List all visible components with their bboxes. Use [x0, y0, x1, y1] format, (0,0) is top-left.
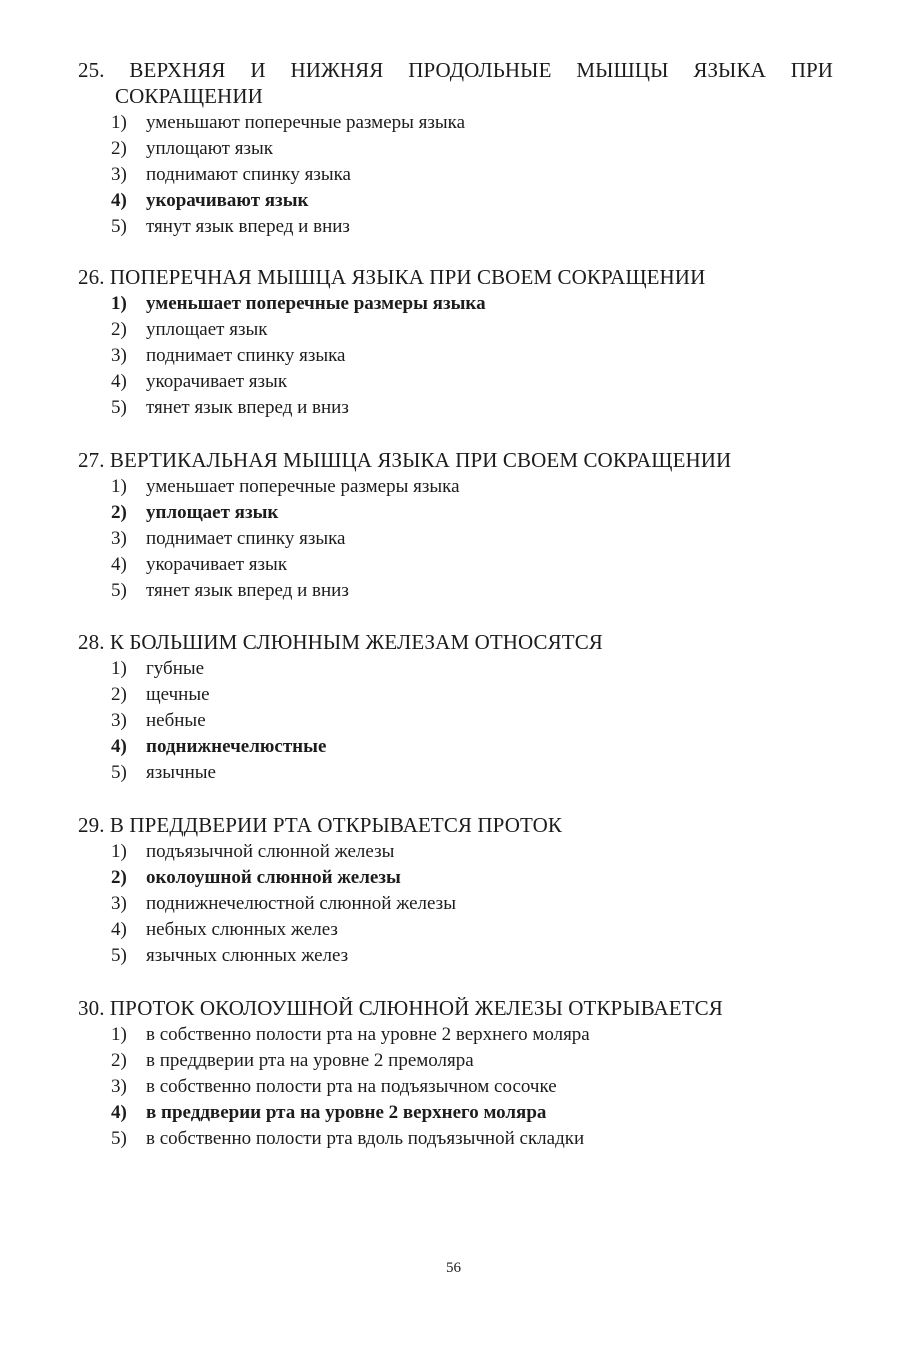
option-text: укорачивает язык: [146, 554, 288, 575]
option-text: уменьшает поперечные размеры языка: [146, 293, 486, 314]
answer-options: [78, 656, 833, 786]
answer-option-5: [78, 578, 833, 604]
option-number: 1): [111, 476, 127, 497]
option-text: губные: [146, 658, 205, 679]
option-text: уплощают язык: [146, 138, 273, 159]
answer-options: [78, 291, 833, 421]
question-28: [78, 629, 833, 786]
answer-option-2: [78, 1048, 833, 1074]
answer-option-5: [78, 1126, 833, 1152]
option-number: 4): [111, 1102, 127, 1123]
answer-option-1: [78, 110, 833, 136]
option-text: поднимают спинку языка: [146, 164, 351, 185]
option-text: поднимает спинку языка: [146, 528, 346, 549]
option-number: 2): [111, 684, 127, 705]
option-text: в преддверии рта на уровне 2 верхнего моляра: [146, 1102, 547, 1123]
question-number: 27.: [78, 448, 105, 472]
option-number: 1): [111, 658, 127, 679]
option-number: 3): [111, 528, 127, 549]
option-text: тянет язык вперед и вниз: [146, 580, 349, 601]
option-text: тянет язык вперед и вниз: [146, 397, 349, 418]
option-text: в преддверии рта на уровне 2 премоляра: [146, 1050, 474, 1071]
option-number: 4): [111, 190, 127, 211]
answer-option-4: [78, 917, 833, 943]
question-text: ВЕРХНЯЯ И НИЖНЯЯ ПРОДОЛЬНЫЕ МЫШЦЫ ЯЗЫКА ПРИ СОКРАЩЕНИИ: [115, 58, 834, 108]
question-number: 25.: [78, 58, 105, 82]
option-text: уменьшает поперечные размеры языка: [146, 476, 460, 497]
option-number: 2): [111, 138, 127, 159]
option-number: 5): [111, 216, 127, 237]
option-text: небных слюнных желез: [146, 919, 338, 940]
option-text: в собственно полости рта на уровне 2 верхнего моляра: [146, 1024, 590, 1045]
answer-option-3: [78, 891, 833, 917]
option-number: 4): [111, 919, 127, 940]
option-text: укорачивают язык: [146, 190, 309, 211]
question-30: [78, 995, 833, 1152]
option-number: 5): [111, 945, 127, 966]
option-number: 5): [111, 580, 127, 601]
question-text: В ПРЕДДВЕРИИ РТА ОТКРЫВАЕТСЯ ПРОТОК: [109, 813, 562, 837]
answer-option-3: [78, 162, 833, 188]
answer-option-5: [78, 760, 833, 786]
option-text: язычные: [146, 762, 216, 783]
option-number: 3): [111, 893, 127, 914]
option-text: уплощает язык: [146, 319, 268, 340]
question-text: К БОЛЬШИМ СЛЮННЫМ ЖЕЛЕЗАМ ОТНОСЯТСЯ: [109, 630, 603, 654]
answer-option-3: [78, 526, 833, 552]
answer-option-1: [78, 656, 833, 682]
option-text: поднижнечелюстные: [146, 736, 327, 757]
option-text: уплощает язык: [146, 502, 279, 523]
option-text: щечные: [146, 684, 210, 705]
question-29: [78, 812, 833, 969]
answer-option-3: [78, 1074, 833, 1100]
page-number: 56: [446, 1260, 461, 1276]
answer-options: [78, 839, 833, 969]
option-number: 3): [111, 164, 127, 185]
answer-option-3: [78, 708, 833, 734]
option-text: околоушной слюнной железы: [146, 867, 401, 888]
question-title: [78, 447, 833, 473]
question-title: [78, 629, 833, 655]
option-text: поднимает спинку языка: [146, 345, 346, 366]
answer-option-1: [78, 474, 833, 500]
option-number: 2): [111, 502, 127, 523]
option-text: в собственно полости рта вдоль подъязычной складки: [146, 1128, 585, 1149]
option-number: 1): [111, 841, 127, 862]
answer-options: [78, 110, 833, 240]
answer-options: [78, 1022, 833, 1152]
option-text: уменьшают поперечные размеры языка: [146, 112, 466, 133]
answer-option-2: [78, 136, 833, 162]
question-title: [78, 264, 833, 290]
option-number: 4): [111, 736, 127, 757]
question-27: [78, 447, 833, 604]
option-number: 3): [111, 710, 127, 731]
answer-option-2: [78, 682, 833, 708]
option-number: 2): [111, 1050, 127, 1071]
answer-option-1: [78, 839, 833, 865]
question-26: [78, 264, 833, 421]
question-title: [78, 812, 833, 838]
answer-option-5: [78, 395, 833, 421]
answer-option-3: [78, 343, 833, 369]
answer-option-4-correct: [78, 1100, 833, 1126]
answer-option-4-correct: [78, 734, 833, 760]
answer-option-5: [78, 214, 833, 240]
option-text: укорачивает язык: [146, 371, 288, 392]
option-text: в собственно полости рта на подъязычном сосочке: [146, 1076, 557, 1097]
answer-option-5: [78, 943, 833, 969]
option-number: 3): [111, 345, 127, 366]
question-number: 28.: [78, 630, 105, 654]
option-number: 5): [111, 397, 127, 418]
option-number: 4): [111, 371, 127, 392]
option-number: 5): [111, 762, 127, 783]
answer-option-4: [78, 369, 833, 395]
question-25: [78, 57, 833, 240]
option-text: тянут язык вперед и вниз: [146, 216, 350, 237]
answer-option-2-correct: [78, 865, 833, 891]
option-text: поднижнечелюстной слюнной железы: [146, 893, 456, 914]
question-text: ВЕРТИКАЛЬНАЯ МЫШЦА ЯЗЫКА ПРИ СВОЕМ СОКРАЩЕНИИ: [109, 448, 732, 472]
option-number: 1): [111, 293, 127, 314]
option-text: подъязычной слюнной железы: [146, 841, 395, 862]
option-number: 2): [111, 867, 127, 888]
option-text: небные: [146, 710, 206, 731]
answer-option-2-correct: [78, 500, 833, 526]
answer-option-1: [78, 1022, 833, 1048]
option-number: 1): [111, 1024, 127, 1045]
option-number: 3): [111, 1076, 127, 1097]
option-text: язычных слюнных желез: [146, 945, 349, 966]
question-number: 30.: [78, 996, 105, 1020]
question-number: 26.: [78, 265, 105, 289]
question-text: ПРОТОК ОКОЛОУШНОЙ СЛЮННОЙ ЖЕЛЕЗЫ ОТКРЫВАЕТСЯ: [109, 996, 723, 1020]
question-title: [78, 995, 833, 1021]
option-number: 1): [111, 112, 127, 133]
option-number: 2): [111, 319, 127, 340]
answer-option-4-correct: [78, 188, 833, 214]
answer-option-1-correct: [78, 291, 833, 317]
answer-option-4: [78, 552, 833, 578]
question-text: ПОПЕРЕЧНАЯ МЫШЦА ЯЗЫКА ПРИ СВОЕМ СОКРАЩЕНИИ: [109, 265, 706, 289]
option-number: 5): [111, 1128, 127, 1149]
option-number: 4): [111, 554, 127, 575]
answer-options: [78, 474, 833, 604]
answer-option-2: [78, 317, 833, 343]
question-number: 29.: [78, 813, 105, 837]
question-title: [78, 57, 833, 109]
